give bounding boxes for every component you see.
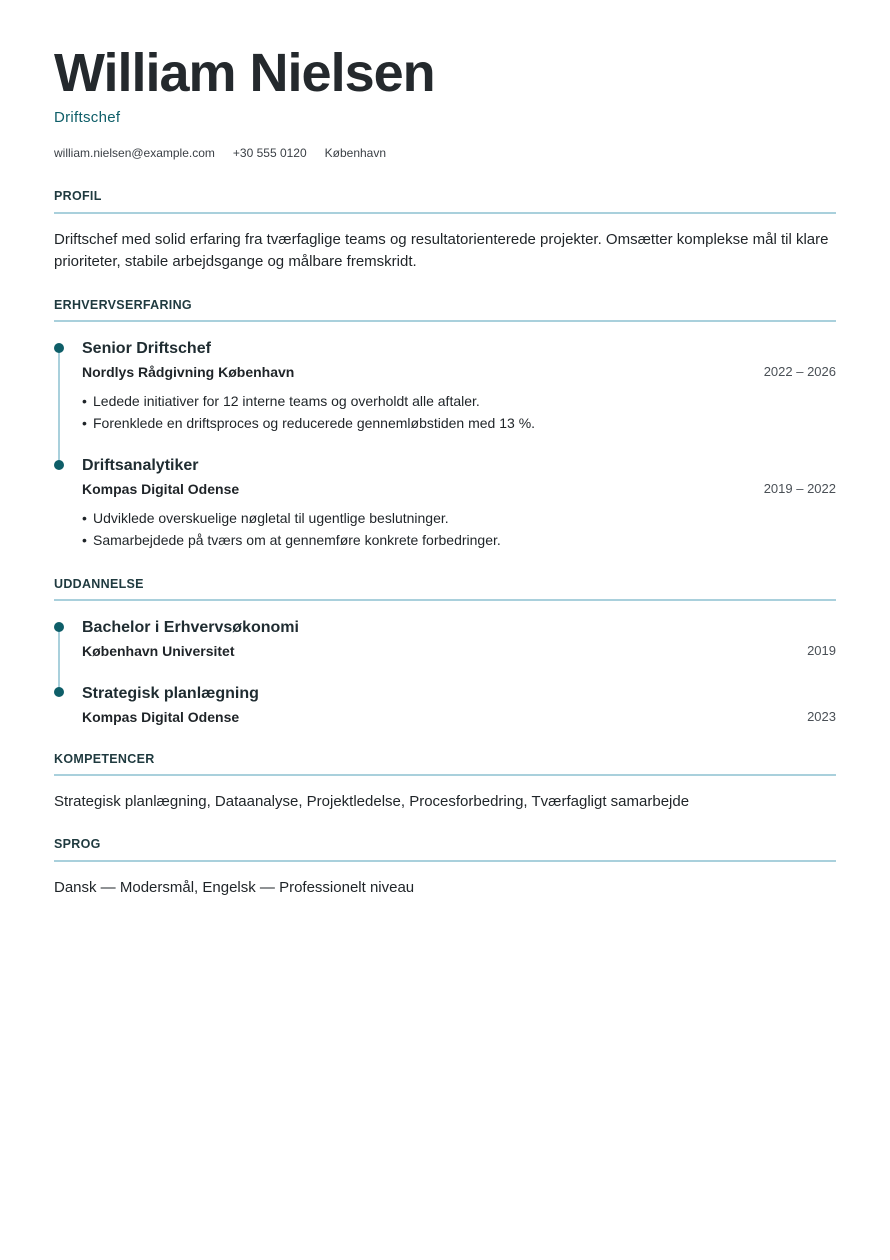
- section-divider: [54, 212, 836, 214]
- experience-dates: 2022 – 2026: [763, 364, 836, 379]
- education-year: 2019: [807, 643, 836, 658]
- education-timeline-line: [58, 627, 60, 693]
- section-divider: [54, 320, 836, 322]
- profile-text: Driftschef med solid erfaring fra tværfaglige teams og resultatorienterede projekter. Omsætter komplekse mål til klare prioriteter, stabile arbejdsgange og målbare fremskridt.: [54, 231, 829, 270]
- timeline-dot: [54, 622, 64, 632]
- education-year: 2023: [807, 709, 836, 724]
- section-title-experience: ERHVERVSERFARING: [54, 298, 192, 312]
- section-title-languages: SPROG: [54, 837, 101, 851]
- education-title: Strategisk planlægning: [82, 685, 259, 702]
- contact-city: København: [324, 146, 387, 160]
- skills-text: Strategisk planlægning, Dataanalyse, Projektledelse, Procesforbedring, Tværfagligt samarbejde: [54, 793, 690, 810]
- languages-text: Dansk — Modersmål, Engelsk — Professionelt niveau: [54, 879, 415, 896]
- experience-bullets: [82, 390, 535, 434]
- section-title-profile: PROFIL: [54, 189, 102, 203]
- list-item: • Samarbejdede på tværs om at gennemføre konkrete forbedringer.: [82, 532, 501, 548]
- section-divider: [54, 599, 836, 601]
- candidate-name: William Nielsen: [54, 43, 435, 103]
- experience-bullets: [82, 507, 501, 551]
- education-title: Bachelor i Erhvervsøkonomi: [82, 619, 299, 636]
- list-item: • Forenklede en driftsproces og reducerede gennemløbstiden med 13 %.: [82, 415, 536, 431]
- experience-title: Driftsanalytiker: [82, 457, 199, 474]
- experience-timeline-line: [58, 348, 60, 466]
- section-title-education: UDDANNELSE: [54, 577, 144, 591]
- experience-company: Nordlys Rådgivning København: [82, 364, 295, 380]
- experience-company: Kompas Digital Odense: [82, 481, 240, 497]
- section-divider: [54, 774, 836, 776]
- candidate-role: Driftschef: [54, 109, 121, 126]
- experience-dates: 2019 – 2022: [763, 481, 836, 496]
- education-institution: Kompas Digital Odense: [82, 709, 240, 725]
- contact-info: [54, 145, 386, 161]
- contact-phone: +30 555 0120: [232, 146, 307, 160]
- experience-title: Senior Driftschef: [82, 340, 211, 357]
- contact-email: william.nielsen@example.com: [54, 146, 215, 160]
- timeline-dot: [54, 343, 64, 353]
- timeline-dot: [54, 460, 64, 470]
- education-institution: København Universitet: [82, 643, 235, 659]
- section-divider: [54, 860, 836, 862]
- list-item: • Udviklede overskuelige nøgletal til ugentlige beslutninger.: [82, 510, 449, 526]
- list-item: • Ledede initiativer for 12 interne teams og overholdt alle aftaler.: [82, 393, 480, 409]
- timeline-dot: [54, 687, 64, 697]
- section-title-skills: KOMPETENCER: [54, 752, 155, 766]
